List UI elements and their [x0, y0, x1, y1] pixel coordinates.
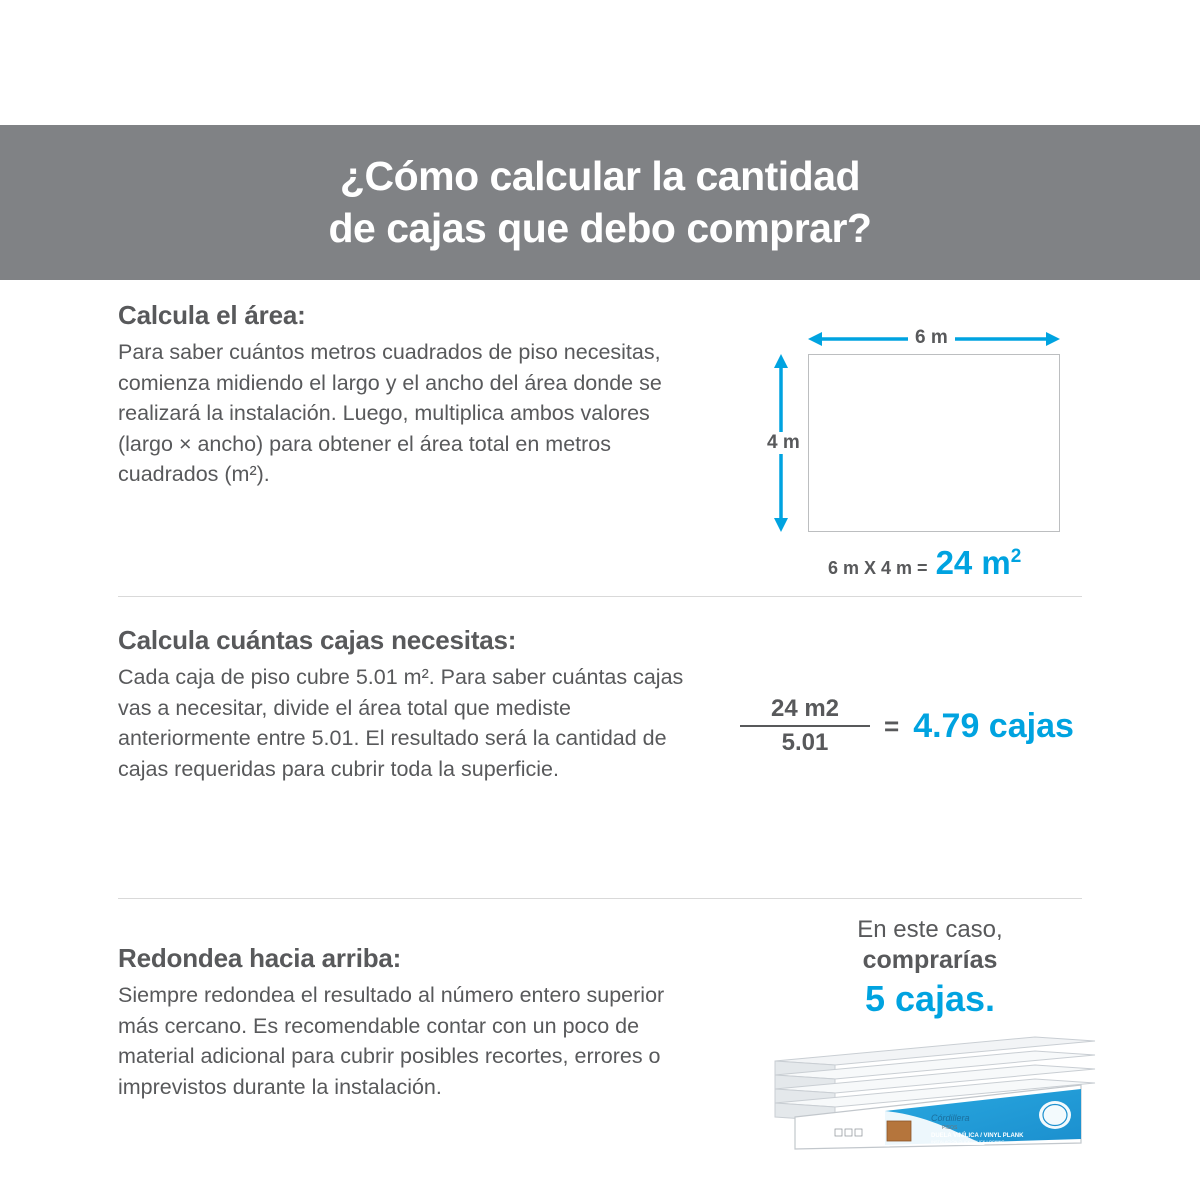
boxes-formula	[740, 693, 1074, 759]
boxes-text-column	[118, 625, 698, 784]
boxes-title: Calcula cuántas cajas necesitas:	[118, 625, 517, 655]
area-title: Calcula el área:	[118, 300, 306, 330]
fraction-numerator: 24 m2	[770, 695, 840, 722]
divider-1	[118, 596, 1082, 597]
section-calcula-el-area	[0, 300, 1200, 600]
conclusion-line1: En este caso,	[857, 916, 1003, 943]
height-label: 4 m	[760, 432, 807, 454]
section-calcula-cajas	[0, 625, 1200, 895]
header-banner	[0, 125, 1200, 280]
area-diagram	[760, 312, 1090, 581]
conclusion-line2: comprarías	[862, 946, 998, 974]
area-equation-prefix: 6 m X 4 m =	[828, 558, 928, 578]
page-title-line1: ¿Cómo calcular la cantidad	[339, 153, 861, 200]
svg-text:INSTALACIÓN CLICK / CLICK LOCK: INSTALACIÓN CLICK / CLICK LOCKING	[931, 1139, 1005, 1144]
area-equation-result	[936, 544, 1022, 582]
divider-2	[118, 898, 1082, 899]
area-result-value: 24 m	[935, 544, 1011, 581]
area-body: Para saber cuántos metros cuadrados de piso necesitas, comienza midiendo el largo y el ancho del área donde se realizará la instalación. Luego, multiplica ambos valores (largo × ancho) para obtener el área total en metros cuadrados (m²).	[118, 340, 662, 487]
svg-text:PISOS: PISOS	[942, 1125, 958, 1131]
product-box-stack-image	[735, 1017, 1135, 1152]
page-title	[329, 151, 872, 254]
room-rectangle	[808, 354, 1060, 532]
area-result-exponent: 2	[1010, 546, 1022, 567]
section-redondea	[0, 905, 1200, 1185]
svg-text:DUELA VINÍLICA / VINYL PLANK: DUELA VINÍLICA / VINYL PLANK	[931, 1133, 1024, 1139]
round-title: Redondea hacia arriba:	[118, 943, 402, 973]
conclusion-block	[720, 915, 1140, 1023]
fraction-denominator: 5.01	[781, 729, 829, 756]
area-equation	[828, 544, 1021, 582]
round-text-column	[118, 943, 698, 1102]
division-fraction	[740, 693, 870, 759]
round-body: Siempre redondea el resultado al número entero superior más cercano. Es recomendable contar con un poco de material adicional para cubrir posibles recortes, errores o imprevistos durante la instalación.	[118, 983, 665, 1099]
page-title-line2: de cajas que debo comprar?	[328, 204, 872, 251]
width-label: 6 m	[908, 327, 955, 349]
footer-strip	[0, 1186, 1200, 1200]
area-text-column	[118, 300, 698, 490]
equals-sign: =	[884, 710, 900, 741]
svg-text:Córdillera: Córdillera	[931, 1113, 970, 1123]
conclusion-line3: 5 cajas.	[864, 978, 996, 1020]
boxes-result: 4.79 cajas	[913, 706, 1074, 745]
boxes-body: Cada caja de piso cubre 5.01 m². Para saber cuántas cajas vas a necesitar, divide el área total que mediste anteriormente entre 5.01. El resultado será la cantidad de cajas requeridas para cubrir toda la superficie.	[118, 665, 684, 781]
